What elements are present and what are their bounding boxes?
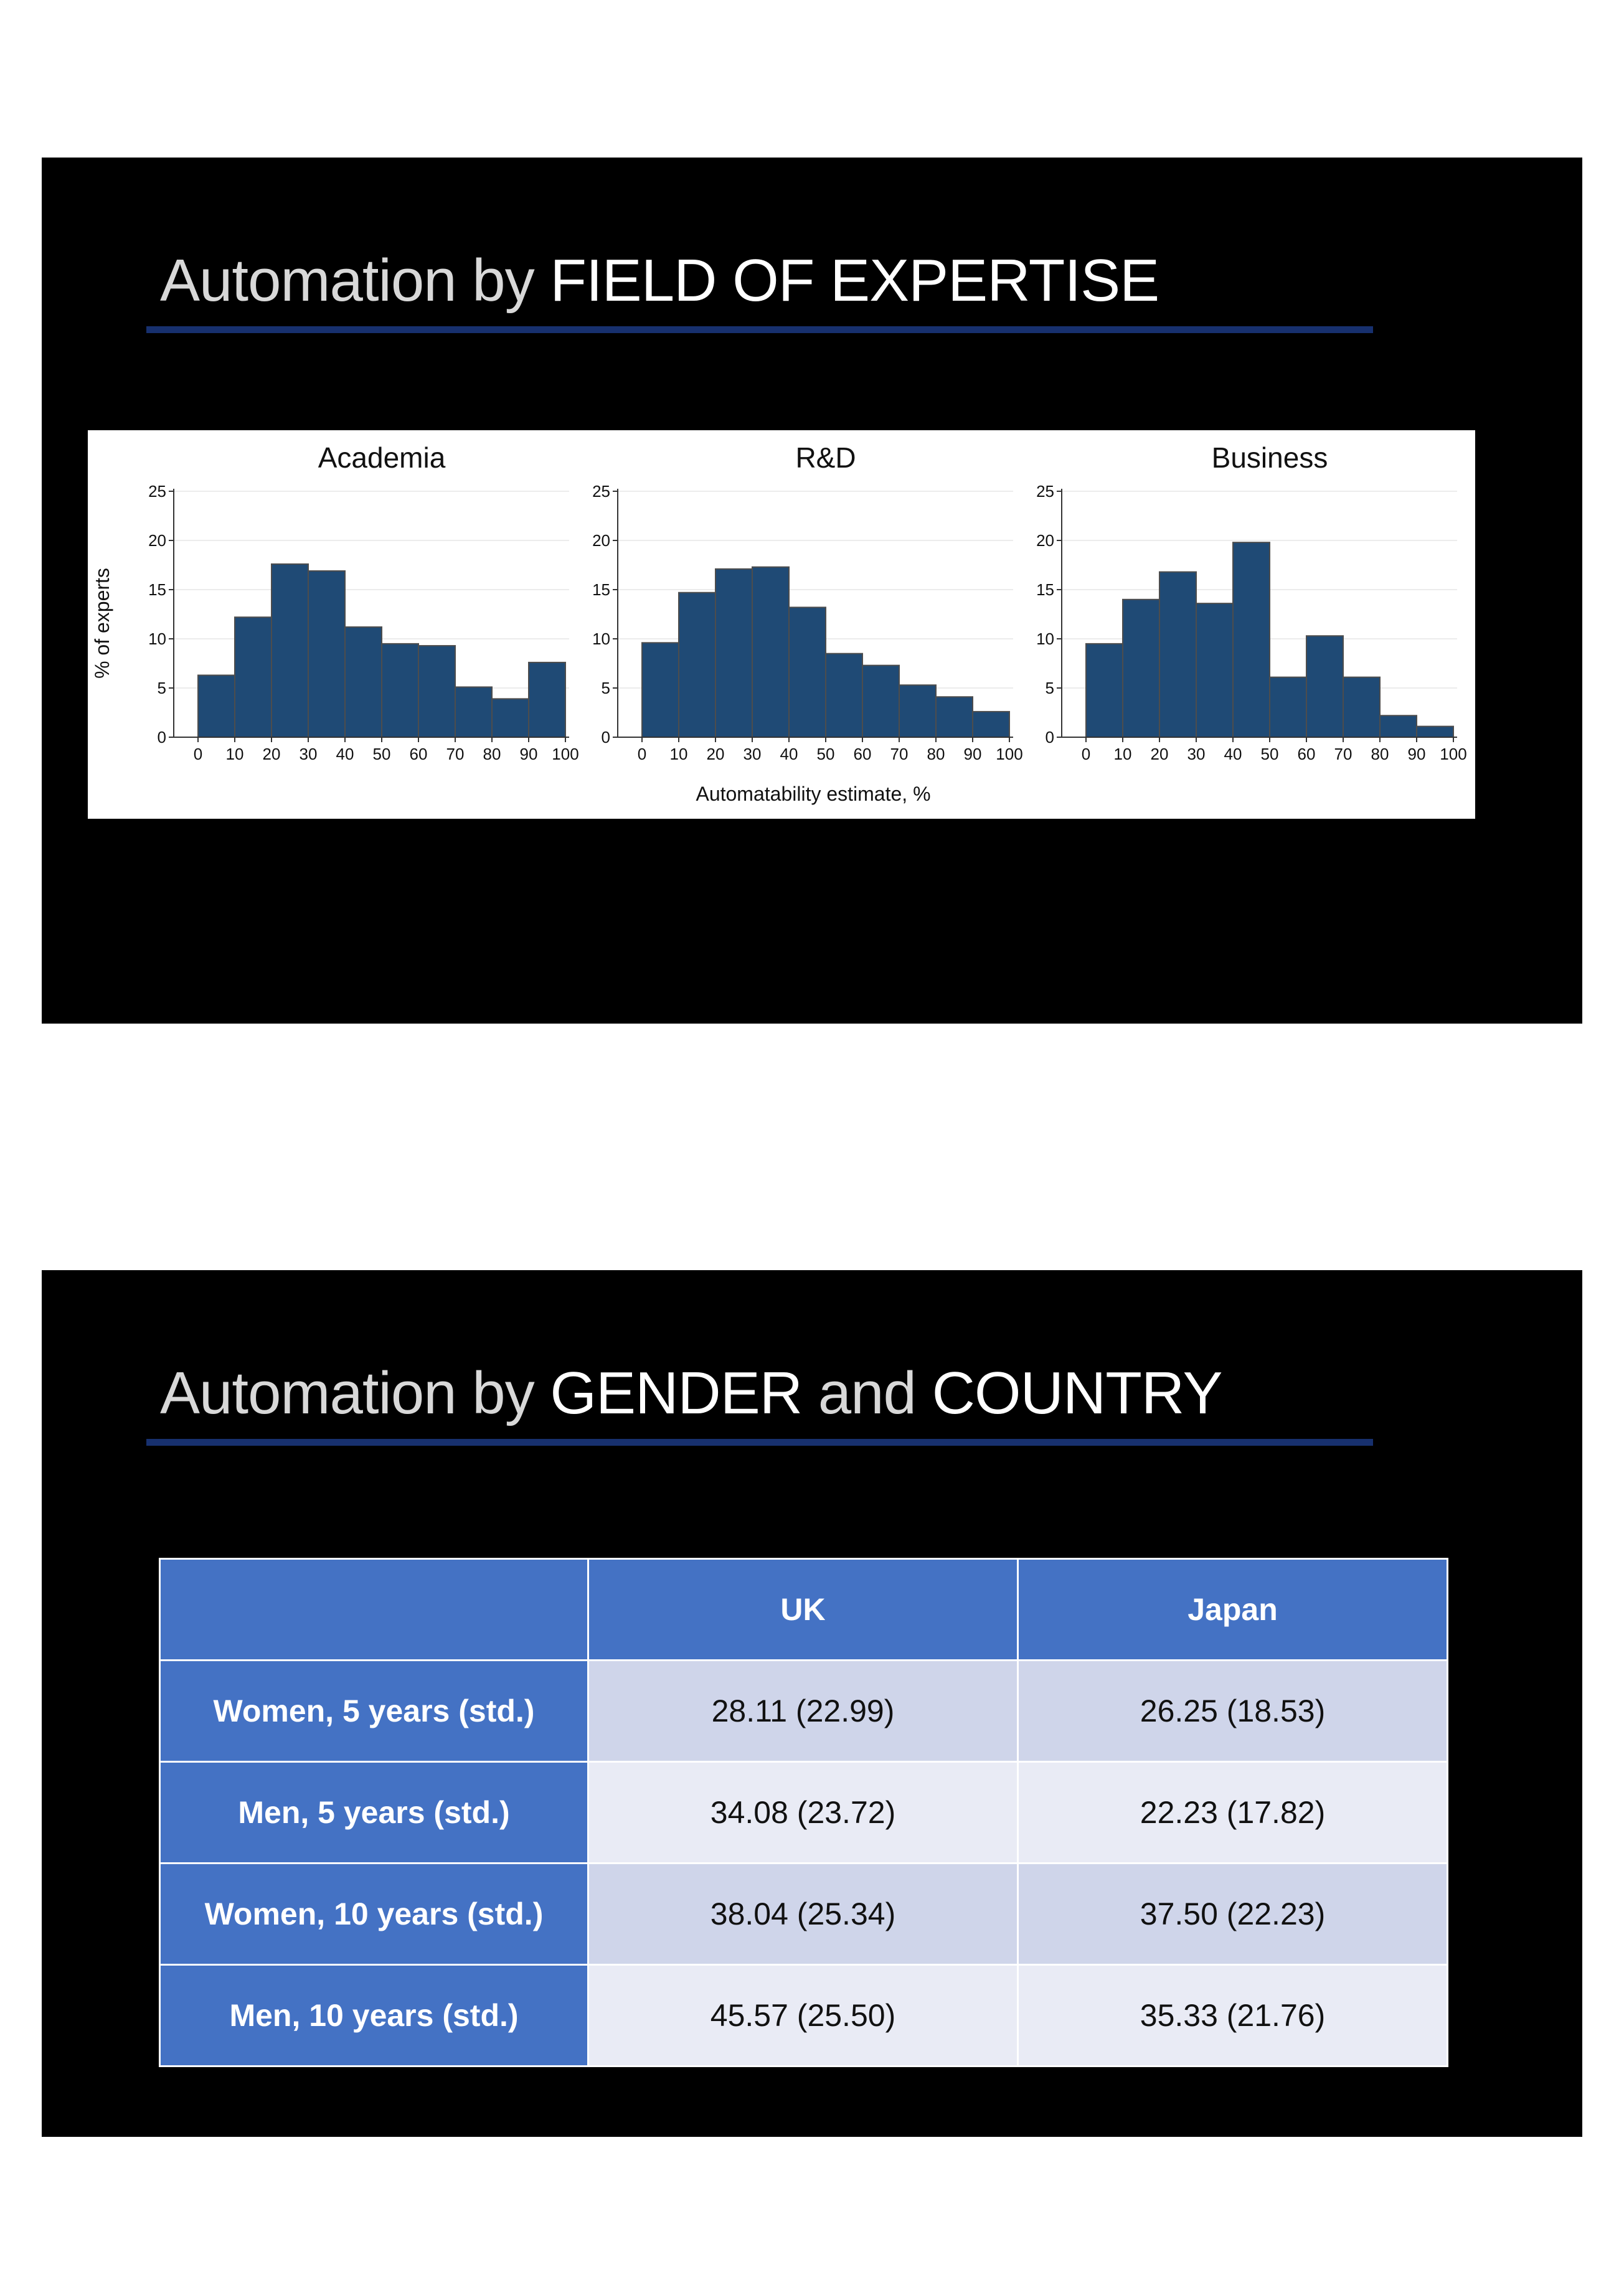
y-tick-label: 25 — [148, 482, 166, 501]
table-row — [160, 1661, 1448, 1762]
histogram-bar — [1380, 715, 1417, 737]
y-tick-label: 5 — [601, 679, 610, 697]
panel-title: R&D — [795, 441, 856, 474]
slide-title — [160, 1360, 1222, 1426]
x-tick-label: 0 — [193, 745, 203, 763]
gender-country-table — [159, 1558, 1448, 2067]
row-label: Men, 10 years (std.) — [160, 1965, 588, 2066]
x-tick-label: 20 — [706, 745, 725, 763]
x-tick-label: 80 — [1371, 745, 1389, 763]
histogram-bar — [1343, 677, 1380, 737]
histogram-panel — [88, 430, 1475, 819]
histogram-bar — [936, 697, 973, 737]
cell-japan: 22.23 (17.82) — [1018, 1762, 1448, 1864]
title-prefix: Automation by — [160, 1360, 550, 1426]
histogram-bar — [826, 654, 862, 737]
y-tick-label: 25 — [592, 482, 610, 501]
x-tick-label: 80 — [927, 745, 945, 763]
cell-uk: 38.04 (25.34) — [588, 1864, 1018, 1965]
title-emphasis: FIELD OF EXPERTISE — [550, 247, 1159, 314]
x-tick-label: 70 — [446, 745, 465, 763]
y-tick-label: 20 — [592, 531, 610, 550]
histogram-bar — [1233, 542, 1270, 737]
slide-field-of-expertise — [42, 158, 1582, 1024]
y-tick-label: 20 — [1036, 531, 1054, 550]
histogram-bar — [1123, 600, 1159, 737]
histogram-bar — [198, 675, 235, 737]
row-label: Women, 5 years (std.) — [160, 1661, 588, 1762]
x-tick-label: 60 — [1297, 745, 1316, 763]
y-tick-label: 5 — [157, 679, 166, 697]
histogram-bar — [308, 571, 345, 737]
cell-japan: 26.25 (18.53) — [1018, 1661, 1448, 1762]
table-row — [160, 1864, 1448, 1965]
panel-title: Academia — [318, 441, 446, 474]
histogram-bar — [752, 567, 789, 737]
histogram-bar — [1306, 636, 1343, 737]
histogram-bar — [1270, 677, 1306, 737]
title-underline — [146, 1439, 1373, 1446]
cell-uk: 28.11 (22.99) — [588, 1661, 1018, 1762]
title-emphasis-gender: GENDER — [550, 1360, 803, 1426]
slide-title — [160, 247, 1159, 314]
x-tick-label: 10 — [669, 745, 688, 763]
histogram-bar — [271, 564, 308, 737]
y-tick-label: 0 — [1045, 728, 1054, 747]
table-row — [160, 1762, 1448, 1864]
cell-uk: 45.57 (25.50) — [588, 1965, 1018, 2066]
histogram-bar — [789, 607, 826, 737]
table-row — [160, 1965, 1448, 2066]
y-tick-label: 0 — [157, 728, 166, 747]
x-tick-label: 90 — [519, 745, 538, 763]
x-tick-label: 20 — [262, 745, 281, 763]
histogram-bar — [679, 593, 715, 737]
y-tick-label: 10 — [1036, 629, 1054, 648]
x-tick-label: 50 — [372, 745, 391, 763]
histogram-bar — [235, 617, 271, 737]
column-header-uk: UK — [588, 1559, 1018, 1661]
x-tick-label: 50 — [1260, 745, 1279, 763]
title-emphasis-country: COUNTRY — [932, 1360, 1222, 1426]
histogram-bar — [1196, 603, 1233, 737]
cell-japan: 37.50 (22.23) — [1018, 1864, 1448, 1965]
y-tick-label: 5 — [1045, 679, 1054, 697]
histogram-bar — [492, 699, 529, 737]
x-tick-label: 30 — [743, 745, 762, 763]
y-tick-label: 10 — [592, 629, 610, 648]
x-tick-label: 60 — [409, 745, 428, 763]
table-corner-cell — [160, 1559, 588, 1661]
x-tick-label: 10 — [225, 745, 244, 763]
column-header-japan: Japan — [1018, 1559, 1448, 1661]
x-tick-label: 40 — [336, 745, 354, 763]
x-tick-label: 30 — [1187, 745, 1206, 763]
x-tick-label: 100 — [996, 745, 1023, 763]
title-prefix: Automation by — [160, 247, 550, 314]
x-tick-label: 0 — [1081, 745, 1091, 763]
histogram-bar — [973, 712, 1009, 737]
y-tick-label: 20 — [148, 531, 166, 550]
histogram-bar — [1417, 727, 1453, 737]
y-axis-label: % of experts — [91, 568, 113, 679]
y-tick-label: 15 — [1036, 580, 1054, 599]
y-tick-label: 10 — [148, 629, 166, 648]
row-label: Women, 10 years (std.) — [160, 1864, 588, 1965]
y-tick-label: 25 — [1036, 482, 1054, 501]
cell-uk: 34.08 (23.72) — [588, 1762, 1018, 1864]
x-tick-label: 40 — [780, 745, 798, 763]
histogram-bar — [642, 643, 679, 737]
histogram-bar — [1159, 572, 1196, 737]
x-tick-label: 100 — [552, 745, 579, 763]
x-tick-label: 90 — [963, 745, 982, 763]
table-header-row — [160, 1559, 1448, 1661]
x-tick-label: 20 — [1150, 745, 1169, 763]
histogram-bar — [1086, 644, 1123, 737]
histogram-bar — [382, 644, 418, 737]
histogram-bar — [455, 687, 492, 737]
x-tick-label: 0 — [637, 745, 647, 763]
slide-gender-country — [42, 1270, 1582, 2137]
histogram-bar — [418, 646, 455, 737]
x-axis-label: Automatability estimate, % — [696, 783, 931, 805]
histogram-bar — [529, 662, 565, 737]
x-tick-label: 70 — [890, 745, 909, 763]
y-tick-label: 15 — [592, 580, 610, 599]
y-tick-label: 15 — [148, 580, 166, 599]
title-middle: and — [802, 1360, 932, 1426]
histogram-chart — [88, 430, 1475, 819]
histogram-bar — [715, 569, 752, 737]
histogram-bar — [862, 666, 899, 737]
row-label: Men, 5 years (std.) — [160, 1762, 588, 1864]
x-tick-label: 50 — [816, 745, 835, 763]
panel-title: Business — [1211, 441, 1328, 474]
x-tick-label: 80 — [483, 745, 501, 763]
x-tick-label: 40 — [1224, 745, 1242, 763]
x-tick-label: 90 — [1407, 745, 1426, 763]
histogram-bar — [899, 685, 936, 737]
x-tick-label: 10 — [1113, 745, 1132, 763]
title-underline — [146, 326, 1373, 333]
y-tick-label: 0 — [601, 728, 610, 747]
x-tick-label: 100 — [1440, 745, 1467, 763]
x-tick-label: 70 — [1334, 745, 1353, 763]
histogram-bar — [345, 627, 382, 737]
x-tick-label: 30 — [299, 745, 318, 763]
x-tick-label: 60 — [853, 745, 872, 763]
cell-japan: 35.33 (21.76) — [1018, 1965, 1448, 2066]
